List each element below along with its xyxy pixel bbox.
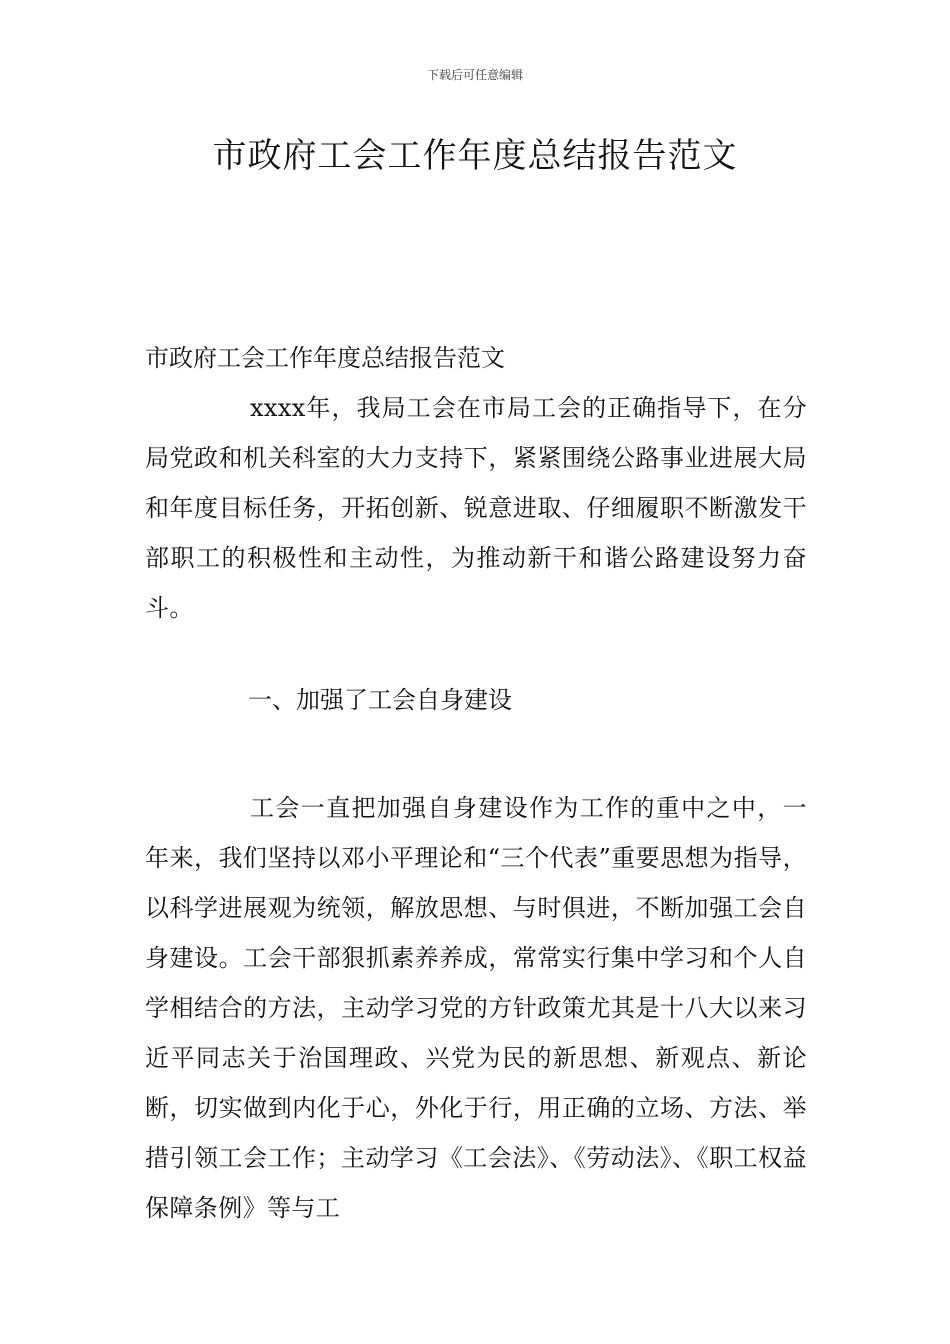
document-body (145, 333, 807, 1233)
section-heading: 一、加强了工会自身建设 (248, 686, 512, 714)
document-title: 市政府工会工作年度总结报告范文 (212, 136, 738, 176)
page-header-note: 下载后可任意编辑 (426, 68, 523, 82)
intro-paragraph: xxxx年，我局工会在市局工会的正确指导下，在分局党政和机关科室的大力支持下，紧紧围绕公路事业进展大局和年度目标任务，开拓创新、锐意进取、仔细履职不断激发干部职工的积极性和主动性，为推动新干和谐公路建设努力奋斗。 (145, 394, 807, 622)
section-paragraph: 工会一直把加强自身建设作为工作的重中之中，一年来，我们坚持以邓小平理论和“三个代表”重要思想为指导，以科学进展观为统领，解放思想、与时俱进，不断加强工会自身建设。工会干部狠抓素养养成，常常实行集中学习和个人自学相结合的方法，主动学习党的方针政策尤其是十八大以来习近平同志关于治国理政、兴党为民的新思想、新观点、新论断，切实做到内化于心，外化于行，用正确的立场、方法、举措引领工会工作；主动学习《工会法》、《劳动法》、《职工权益保障条例》等与工 (145, 794, 807, 1222)
document-subtitle: 市政府工会工作年度总结报告范文 (145, 344, 505, 372)
